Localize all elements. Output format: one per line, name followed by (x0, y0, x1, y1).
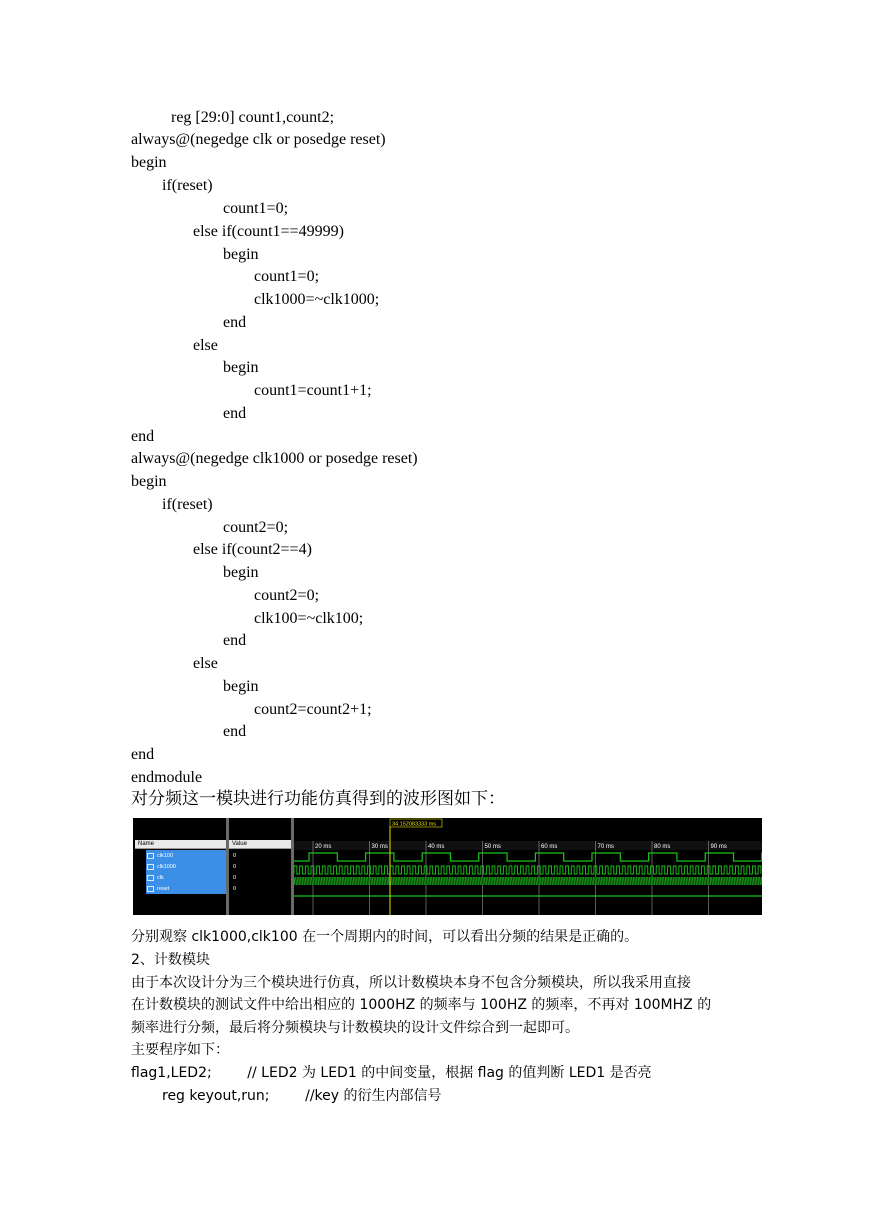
signal-value: 0 (233, 853, 237, 859)
signal-row[interactable] (147, 884, 169, 894)
code-line: begin (131, 154, 167, 171)
signal-row[interactable] (147, 851, 173, 861)
code-line: clk100=~clk100; (254, 610, 364, 627)
waveform-view[interactable] (294, 818, 762, 915)
code-line: count2=count2+1; (254, 701, 372, 718)
code-line: else (193, 655, 218, 672)
signal-name-panel (133, 818, 226, 915)
time-tick-label: 80 ms (654, 844, 671, 850)
code-line: endmodule (131, 769, 203, 786)
waveform-intro-heading: 对分频这一模块进行功能仿真得到的波形图如下： (131, 789, 505, 809)
cursor-time-label: 34.152083333 ms (392, 821, 437, 828)
time-tick-label: 50 ms (484, 844, 501, 850)
code-line: count2=0; (223, 519, 289, 536)
code-line: count1=0; (254, 268, 320, 285)
signal-value: 0 (233, 864, 237, 870)
signal-row[interactable] (147, 862, 176, 872)
code-line: else if(count1==49999) (193, 223, 344, 240)
code-line: end (223, 723, 247, 740)
signal-value-panel (229, 818, 291, 915)
description-line: 由于本次设计分为三个模块进行仿真，所以计数模块本身不包含分频模块，所以我采用直接 (131, 975, 691, 991)
code-comment-line: flag1,LED2; // LED2 为 LED1 的中间变量，根据 flag 的值判断 LED1 是否亮 (131, 1065, 652, 1081)
signal-value: 0 (233, 886, 237, 892)
code-line: count1=0; (223, 200, 289, 217)
code-line: begin (223, 359, 259, 376)
code-line: end (131, 746, 155, 763)
code-line: always@(negedge clk1000 or posedge reset) (131, 450, 418, 467)
code-line: begin (223, 564, 259, 581)
time-tick-label: 40 ms (428, 844, 445, 850)
time-tick-label: 30 ms (371, 844, 388, 850)
wave-clk1000 (294, 866, 761, 874)
code-line: end (223, 632, 247, 649)
code-line: begin (131, 473, 167, 490)
signal-icon (147, 853, 154, 859)
code-line: else if(count2==4) (193, 541, 312, 558)
waveform-screenshot (133, 818, 762, 915)
signal-name: clk100 (157, 853, 173, 859)
description-line: 在计数模块的测试文件中给出相应的 1000HZ 的频率与 100HZ 的频率，不再对 100MHZ 的 (131, 997, 712, 1013)
code-line: clk1000=~clk1000; (254, 291, 380, 308)
time-tick-label: 70 ms (597, 844, 614, 850)
value-column-header: Value (229, 840, 291, 849)
code-comment-line: reg keyout,run; //key 的衍生内部信号 (162, 1088, 442, 1104)
code-line: end (131, 428, 155, 445)
code-line: else (193, 337, 218, 354)
signal-icon (147, 886, 154, 892)
signal-row[interactable] (147, 873, 164, 883)
section-title: 2、计数模块 (131, 952, 210, 968)
main-program-label: 主要程序如下： (131, 1042, 229, 1058)
signal-value: 0 (233, 875, 237, 881)
code-line: begin (223, 678, 259, 695)
signal-name: clk1000 (157, 864, 176, 870)
code-line: count1=count1+1; (254, 382, 372, 399)
name-column-header: Name (135, 840, 226, 849)
description-line: 频率进行分频，最后将分频模块与计数模块的设计文件综合到一起即可。 (131, 1020, 579, 1036)
time-tick-label: 20 ms (315, 844, 332, 850)
signal-name: clk (157, 875, 164, 881)
code-line: begin (223, 246, 259, 263)
code-line: end (223, 314, 247, 331)
code-line: count2=0; (254, 587, 320, 604)
time-tick-label: 60 ms (541, 844, 558, 850)
code-line: end (223, 405, 247, 422)
code-line: if(reset) (162, 496, 213, 513)
time-tick-label: 90 ms (710, 844, 727, 850)
code-line: reg [29:0] count1,count2; (171, 109, 335, 126)
observe-paragraph: 分别观察 clk1000,clk100 在一个周期内的时间，可以看出分频的结果是正确的。 (131, 929, 639, 945)
code-line: always@(negedge clk or posedge reset) (131, 131, 386, 148)
time-ruler (294, 841, 762, 850)
wave-clk100 (294, 853, 762, 861)
signal-icon (147, 875, 154, 881)
signal-icon (147, 864, 154, 870)
code-line: if(reset) (162, 177, 213, 194)
signal-name: reset (157, 886, 170, 892)
